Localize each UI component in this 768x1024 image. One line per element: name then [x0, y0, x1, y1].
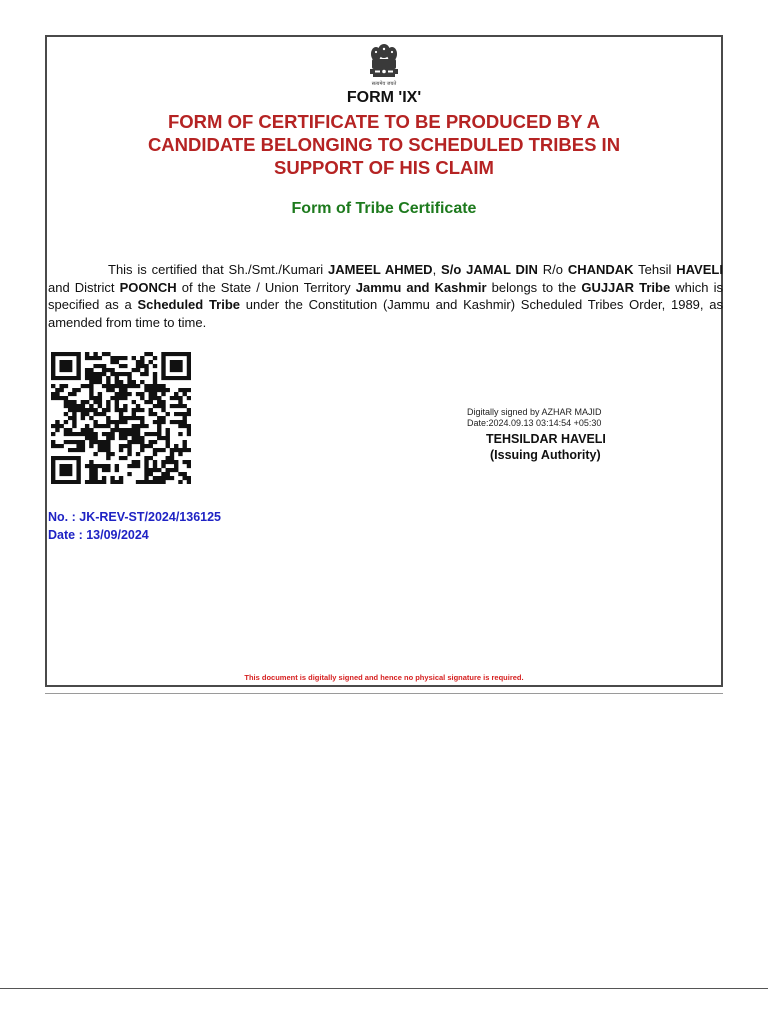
body-text: R/o [537, 262, 568, 277]
certificate-date: Date : 13/09/2024 [48, 528, 149, 542]
digital-signature-block [467, 407, 667, 463]
body-text: which is specified as a [48, 279, 723, 312]
page-divider [0, 988, 768, 989]
candidate-relation: S/o JAMAL DIN [441, 262, 538, 277]
issuing-officer: TEHSILDAR HAVELI [486, 432, 606, 446]
title-line: CANDIDATE BELONGING TO SCHEDULED TRIBES IN [147, 134, 621, 155]
candidate-village: CHANDAK [567, 262, 634, 277]
qr-code-icon [51, 352, 191, 484]
divider [45, 693, 723, 694]
body-text: and District [48, 279, 120, 295]
candidate-district: POONCH [119, 279, 177, 295]
certificate-body [48, 261, 723, 331]
certificate-reference [48, 508, 221, 544]
national-emblem-icon [365, 40, 403, 94]
body-text: Tehsil [633, 262, 677, 277]
body-text: This is certified that Sh./Smt./Kumari [108, 262, 329, 277]
form-number: FORM 'IX' [346, 89, 422, 106]
body-text: under the Constitution (Jammu and Kashmir) Scheduled Tribes Order, 1989, as amended from time to time. [48, 297, 723, 330]
body-text: belongs to the [486, 279, 582, 295]
tribe-category: Scheduled Tribe [137, 297, 241, 312]
signature-date: Date:2024.09.13 03:14:54 +05:30 [467, 418, 602, 428]
qr-modules [51, 352, 191, 484]
candidate-tehsil: HAVELI [676, 262, 723, 277]
union-territory: Jammu and Kashmir [355, 279, 487, 295]
issuing-authority-label: (Issuing Authority) [490, 448, 601, 462]
signed-by: Digitally signed by AZHAR MAJID [467, 407, 602, 417]
title-line: SUPPORT OF HIS CLAIM [274, 157, 494, 178]
certificate-frame [45, 35, 723, 687]
digital-signature-note: This document is digitally signed and hence no physical signature is required. [244, 673, 524, 682]
candidate-tribe: GUJJAR Tribe [581, 279, 671, 295]
body-text: of the State / Union Territory [176, 279, 356, 295]
certificate-subtitle: Form of Tribe Certificate [291, 200, 477, 217]
certificate-title [47, 110, 721, 179]
certificate-number: No. : JK-REV-ST/2024/136125 [48, 510, 221, 524]
emblem-motto: सत्यमेव जयते [371, 81, 397, 87]
title-line: FORM OF CERTIFICATE TO BE PRODUCED BY A [167, 111, 601, 132]
candidate-name: JAMEEL AHMED [328, 262, 433, 277]
body-text: , [432, 262, 442, 277]
